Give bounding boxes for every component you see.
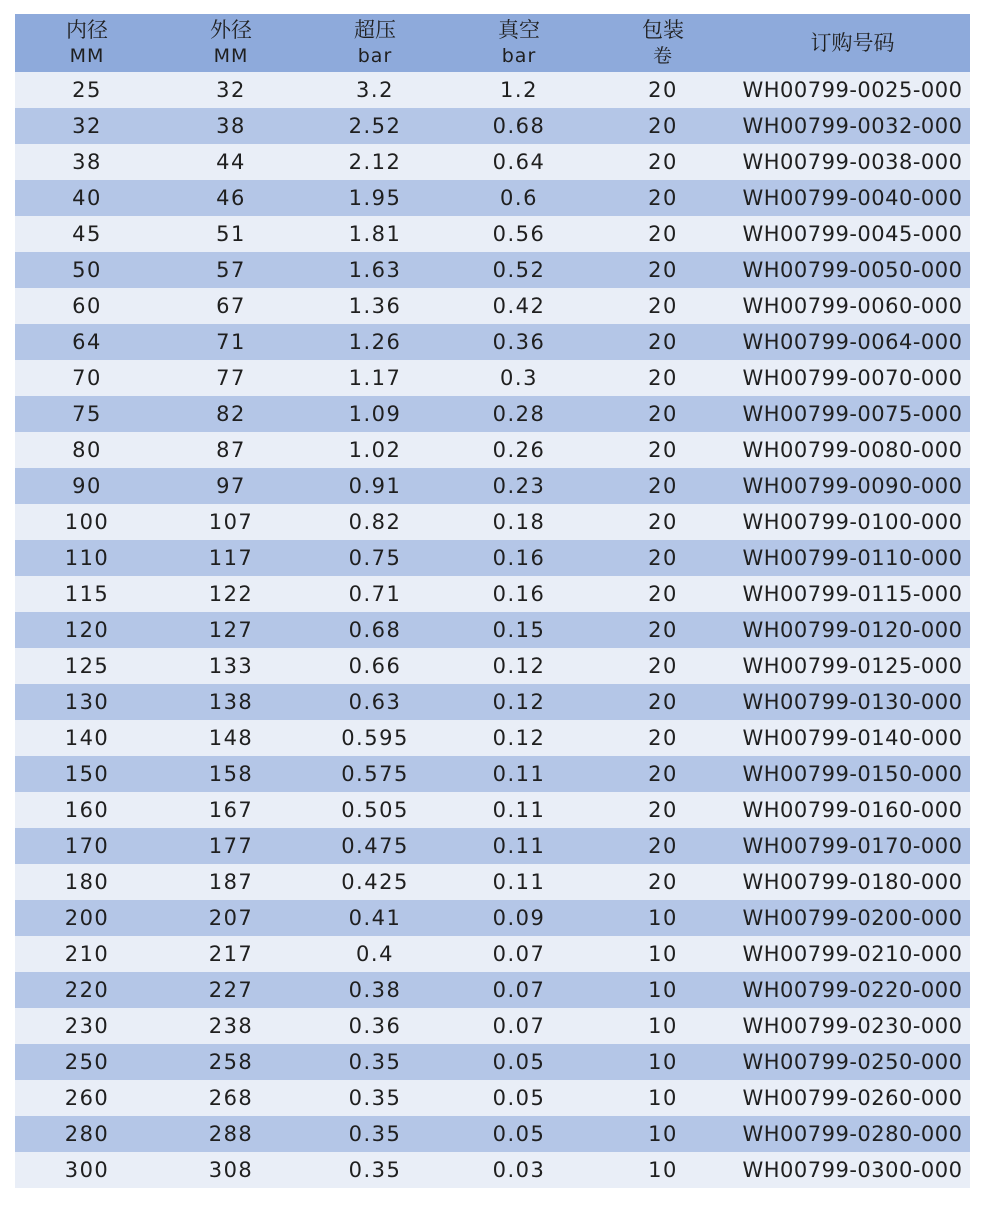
cell-vacuum: 0.12 — [447, 720, 591, 756]
header-label: 外径 — [210, 18, 252, 42]
cell-outer-diameter: 133 — [159, 648, 303, 684]
cell-order-number: WH00799-0170-000 — [735, 828, 970, 864]
header-unit: bar — [357, 45, 393, 67]
table-row — [15, 1152, 970, 1188]
table-row — [15, 252, 970, 288]
table-row — [15, 684, 970, 720]
table-row — [15, 360, 970, 396]
cell-packaging: 10 — [591, 900, 735, 936]
cell-vacuum: 0.05 — [447, 1116, 591, 1152]
table-row — [15, 900, 970, 936]
cell-order-number: WH00799-0160-000 — [735, 792, 970, 828]
cell-order-number: WH00799-0200-000 — [735, 900, 970, 936]
cell-outer-diameter: 67 — [159, 288, 303, 324]
cell-overpressure: 2.52 — [303, 108, 447, 144]
cell-order-number: WH00799-0210-000 — [735, 936, 970, 972]
table-body — [15, 72, 970, 1188]
cell-packaging: 20 — [591, 612, 735, 648]
table-row — [15, 288, 970, 324]
header-unit: 卷 — [652, 45, 673, 67]
cell-vacuum: 0.12 — [447, 684, 591, 720]
cell-overpressure: 0.35 — [303, 1080, 447, 1116]
cell-overpressure: 1.09 — [303, 396, 447, 432]
table-row — [15, 180, 970, 216]
cell-outer-diameter: 207 — [159, 900, 303, 936]
table-row — [15, 828, 970, 864]
table-row — [15, 756, 970, 792]
cell-overpressure: 0.41 — [303, 900, 447, 936]
cell-inner-diameter: 60 — [15, 288, 159, 324]
cell-packaging: 10 — [591, 972, 735, 1008]
header-unit: bar — [501, 45, 537, 67]
table-row — [15, 720, 970, 756]
cell-overpressure: 0.505 — [303, 792, 447, 828]
cell-packaging: 20 — [591, 540, 735, 576]
cell-vacuum: 0.52 — [447, 252, 591, 288]
cell-overpressure: 0.68 — [303, 612, 447, 648]
header-label: 包装 — [642, 18, 684, 42]
cell-order-number: WH00799-0130-000 — [735, 684, 970, 720]
cell-inner-diameter: 40 — [15, 180, 159, 216]
cell-vacuum: 0.18 — [447, 504, 591, 540]
cell-packaging: 10 — [591, 1008, 735, 1044]
cell-order-number: WH00799-0300-000 — [735, 1152, 970, 1188]
cell-packaging: 20 — [591, 864, 735, 900]
cell-packaging: 20 — [591, 648, 735, 684]
cell-vacuum: 0.16 — [447, 540, 591, 576]
table-row — [15, 1044, 970, 1080]
cell-vacuum: 0.28 — [447, 396, 591, 432]
cell-order-number: WH00799-0280-000 — [735, 1116, 970, 1152]
cell-outer-diameter: 227 — [159, 972, 303, 1008]
cell-vacuum: 1.2 — [447, 72, 591, 108]
table-row — [15, 864, 970, 900]
cell-vacuum: 0.11 — [447, 792, 591, 828]
table-row — [15, 972, 970, 1008]
col-header-inner-diameter — [15, 14, 159, 72]
cell-vacuum: 0.05 — [447, 1044, 591, 1080]
cell-order-number: WH00799-0220-000 — [735, 972, 970, 1008]
cell-packaging: 20 — [591, 684, 735, 720]
cell-outer-diameter: 127 — [159, 612, 303, 648]
cell-packaging: 20 — [591, 180, 735, 216]
cell-order-number: WH00799-0250-000 — [735, 1044, 970, 1080]
table-row — [15, 432, 970, 468]
cell-overpressure: 0.82 — [303, 504, 447, 540]
header-unit: MM — [213, 45, 249, 67]
cell-vacuum: 0.11 — [447, 828, 591, 864]
cell-outer-diameter: 288 — [159, 1116, 303, 1152]
cell-vacuum: 0.11 — [447, 756, 591, 792]
cell-overpressure: 0.66 — [303, 648, 447, 684]
cell-outer-diameter: 97 — [159, 468, 303, 504]
table-row — [15, 1116, 970, 1152]
cell-inner-diameter: 64 — [15, 324, 159, 360]
cell-packaging: 20 — [591, 396, 735, 432]
cell-packaging: 20 — [591, 720, 735, 756]
cell-order-number: WH00799-0070-000 — [735, 360, 970, 396]
table-row — [15, 792, 970, 828]
cell-vacuum: 0.68 — [447, 108, 591, 144]
cell-inner-diameter: 70 — [15, 360, 159, 396]
cell-overpressure: 0.4 — [303, 936, 447, 972]
cell-outer-diameter: 217 — [159, 936, 303, 972]
table-row — [15, 576, 970, 612]
cell-packaging: 20 — [591, 252, 735, 288]
cell-overpressure: 0.36 — [303, 1008, 447, 1044]
cell-outer-diameter: 187 — [159, 864, 303, 900]
cell-outer-diameter: 148 — [159, 720, 303, 756]
table-row — [15, 936, 970, 972]
cell-inner-diameter: 80 — [15, 432, 159, 468]
table-row — [15, 504, 970, 540]
cell-order-number: WH00799-0038-000 — [735, 144, 970, 180]
cell-outer-diameter: 57 — [159, 252, 303, 288]
cell-inner-diameter: 150 — [15, 756, 159, 792]
cell-inner-diameter: 32 — [15, 108, 159, 144]
cell-vacuum: 0.64 — [447, 144, 591, 180]
cell-order-number: WH00799-0090-000 — [735, 468, 970, 504]
table-row — [15, 1008, 970, 1044]
cell-overpressure: 0.38 — [303, 972, 447, 1008]
cell-overpressure: 0.475 — [303, 828, 447, 864]
cell-inner-diameter: 200 — [15, 900, 159, 936]
cell-inner-diameter: 180 — [15, 864, 159, 900]
cell-order-number: WH00799-0060-000 — [735, 288, 970, 324]
cell-packaging: 20 — [591, 144, 735, 180]
cell-inner-diameter: 45 — [15, 216, 159, 252]
cell-order-number: WH00799-0075-000 — [735, 396, 970, 432]
cell-order-number: WH00799-0032-000 — [735, 108, 970, 144]
cell-overpressure: 1.26 — [303, 324, 447, 360]
cell-inner-diameter: 100 — [15, 504, 159, 540]
header-label: 内径 — [66, 18, 108, 42]
cell-inner-diameter: 300 — [15, 1152, 159, 1188]
spec-table — [15, 14, 970, 1188]
header-unit: MM — [69, 45, 105, 67]
cell-outer-diameter: 308 — [159, 1152, 303, 1188]
cell-inner-diameter: 75 — [15, 396, 159, 432]
cell-overpressure: 0.425 — [303, 864, 447, 900]
header-label: 订购号码 — [810, 31, 895, 55]
cell-packaging: 20 — [591, 756, 735, 792]
cell-vacuum: 0.26 — [447, 432, 591, 468]
cell-vacuum: 0.6 — [447, 180, 591, 216]
cell-inner-diameter: 120 — [15, 612, 159, 648]
cell-vacuum: 0.3 — [447, 360, 591, 396]
cell-order-number: WH00799-0260-000 — [735, 1080, 970, 1116]
cell-inner-diameter: 25 — [15, 72, 159, 108]
cell-packaging: 20 — [591, 468, 735, 504]
cell-order-number: WH00799-0064-000 — [735, 324, 970, 360]
cell-order-number: WH00799-0120-000 — [735, 612, 970, 648]
cell-vacuum: 0.09 — [447, 900, 591, 936]
cell-inner-diameter: 110 — [15, 540, 159, 576]
table-row — [15, 108, 970, 144]
table-row — [15, 612, 970, 648]
cell-packaging: 10 — [591, 1116, 735, 1152]
cell-outer-diameter: 46 — [159, 180, 303, 216]
table-row — [15, 396, 970, 432]
cell-packaging: 20 — [591, 504, 735, 540]
cell-inner-diameter: 130 — [15, 684, 159, 720]
cell-outer-diameter: 107 — [159, 504, 303, 540]
cell-overpressure: 2.12 — [303, 144, 447, 180]
table-row — [15, 324, 970, 360]
table-row — [15, 216, 970, 252]
cell-outer-diameter: 268 — [159, 1080, 303, 1116]
cell-inner-diameter: 260 — [15, 1080, 159, 1116]
cell-overpressure: 0.35 — [303, 1152, 447, 1188]
cell-packaging: 20 — [591, 216, 735, 252]
table-row — [15, 540, 970, 576]
table-row — [15, 72, 970, 108]
cell-outer-diameter: 38 — [159, 108, 303, 144]
cell-order-number: WH00799-0025-000 — [735, 72, 970, 108]
cell-packaging: 20 — [591, 792, 735, 828]
cell-packaging: 20 — [591, 108, 735, 144]
cell-packaging: 20 — [591, 72, 735, 108]
header-row — [15, 14, 970, 72]
cell-order-number: WH00799-0230-000 — [735, 1008, 970, 1044]
cell-outer-diameter: 71 — [159, 324, 303, 360]
cell-overpressure: 1.63 — [303, 252, 447, 288]
cell-outer-diameter: 117 — [159, 540, 303, 576]
cell-outer-diameter: 51 — [159, 216, 303, 252]
cell-order-number: WH00799-0050-000 — [735, 252, 970, 288]
cell-overpressure: 1.02 — [303, 432, 447, 468]
col-header-overpressure — [303, 14, 447, 72]
cell-inner-diameter: 250 — [15, 1044, 159, 1080]
table-row — [15, 144, 970, 180]
cell-overpressure: 3.2 — [303, 72, 447, 108]
cell-overpressure: 0.35 — [303, 1116, 447, 1152]
cell-outer-diameter: 87 — [159, 432, 303, 468]
cell-packaging: 10 — [591, 936, 735, 972]
cell-vacuum: 0.36 — [447, 324, 591, 360]
cell-vacuum: 0.42 — [447, 288, 591, 324]
col-header-outer-diameter — [159, 14, 303, 72]
cell-inner-diameter: 115 — [15, 576, 159, 612]
cell-inner-diameter: 50 — [15, 252, 159, 288]
header-label: 超压 — [354, 18, 396, 42]
cell-inner-diameter: 38 — [15, 144, 159, 180]
cell-outer-diameter: 258 — [159, 1044, 303, 1080]
cell-outer-diameter: 32 — [159, 72, 303, 108]
cell-vacuum: 0.56 — [447, 216, 591, 252]
cell-overpressure: 0.71 — [303, 576, 447, 612]
cell-overpressure: 0.575 — [303, 756, 447, 792]
cell-packaging: 20 — [591, 432, 735, 468]
cell-packaging: 20 — [591, 828, 735, 864]
cell-inner-diameter: 90 — [15, 468, 159, 504]
cell-vacuum: 0.15 — [447, 612, 591, 648]
cell-inner-diameter: 125 — [15, 648, 159, 684]
cell-inner-diameter: 280 — [15, 1116, 159, 1152]
cell-packaging: 10 — [591, 1044, 735, 1080]
cell-order-number: WH00799-0040-000 — [735, 180, 970, 216]
cell-overpressure: 1.81 — [303, 216, 447, 252]
cell-packaging: 10 — [591, 1080, 735, 1116]
col-header-order-number — [735, 14, 970, 72]
cell-inner-diameter: 140 — [15, 720, 159, 756]
table-row — [15, 468, 970, 504]
cell-order-number: WH00799-0115-000 — [735, 576, 970, 612]
cell-outer-diameter: 82 — [159, 396, 303, 432]
cell-overpressure: 1.36 — [303, 288, 447, 324]
cell-packaging: 20 — [591, 576, 735, 612]
cell-inner-diameter: 220 — [15, 972, 159, 1008]
cell-order-number: WH00799-0140-000 — [735, 720, 970, 756]
cell-order-number: WH00799-0180-000 — [735, 864, 970, 900]
cell-overpressure: 1.17 — [303, 360, 447, 396]
cell-vacuum: 0.16 — [447, 576, 591, 612]
cell-inner-diameter: 170 — [15, 828, 159, 864]
cell-outer-diameter: 44 — [159, 144, 303, 180]
cell-packaging: 20 — [591, 324, 735, 360]
cell-outer-diameter: 158 — [159, 756, 303, 792]
cell-outer-diameter: 177 — [159, 828, 303, 864]
cell-inner-diameter: 210 — [15, 936, 159, 972]
cell-order-number: WH00799-0125-000 — [735, 648, 970, 684]
table-row — [15, 648, 970, 684]
cell-order-number: WH00799-0080-000 — [735, 432, 970, 468]
cell-overpressure: 0.595 — [303, 720, 447, 756]
cell-inner-diameter: 230 — [15, 1008, 159, 1044]
cell-order-number: WH00799-0150-000 — [735, 756, 970, 792]
cell-order-number: WH00799-0045-000 — [735, 216, 970, 252]
cell-vacuum: 0.23 — [447, 468, 591, 504]
cell-outer-diameter: 167 — [159, 792, 303, 828]
cell-overpressure: 0.91 — [303, 468, 447, 504]
cell-outer-diameter: 122 — [159, 576, 303, 612]
table-row — [15, 1080, 970, 1116]
cell-vacuum: 0.12 — [447, 648, 591, 684]
cell-vacuum: 0.05 — [447, 1080, 591, 1116]
cell-overpressure: 1.95 — [303, 180, 447, 216]
col-header-packaging — [591, 14, 735, 72]
cell-vacuum: 0.07 — [447, 936, 591, 972]
cell-packaging: 10 — [591, 1152, 735, 1188]
cell-outer-diameter: 77 — [159, 360, 303, 396]
header-label: 真空 — [498, 18, 540, 42]
cell-packaging: 20 — [591, 360, 735, 396]
col-header-vacuum — [447, 14, 591, 72]
cell-outer-diameter: 238 — [159, 1008, 303, 1044]
cell-overpressure: 0.75 — [303, 540, 447, 576]
cell-order-number: WH00799-0100-000 — [735, 504, 970, 540]
cell-vacuum: 0.07 — [447, 1008, 591, 1044]
cell-overpressure: 0.63 — [303, 684, 447, 720]
cell-order-number: WH00799-0110-000 — [735, 540, 970, 576]
cell-outer-diameter: 138 — [159, 684, 303, 720]
cell-packaging: 20 — [591, 288, 735, 324]
cell-overpressure: 0.35 — [303, 1044, 447, 1080]
cell-inner-diameter: 160 — [15, 792, 159, 828]
cell-vacuum: 0.07 — [447, 972, 591, 1008]
cell-vacuum: 0.11 — [447, 864, 591, 900]
cell-vacuum: 0.03 — [447, 1152, 591, 1188]
